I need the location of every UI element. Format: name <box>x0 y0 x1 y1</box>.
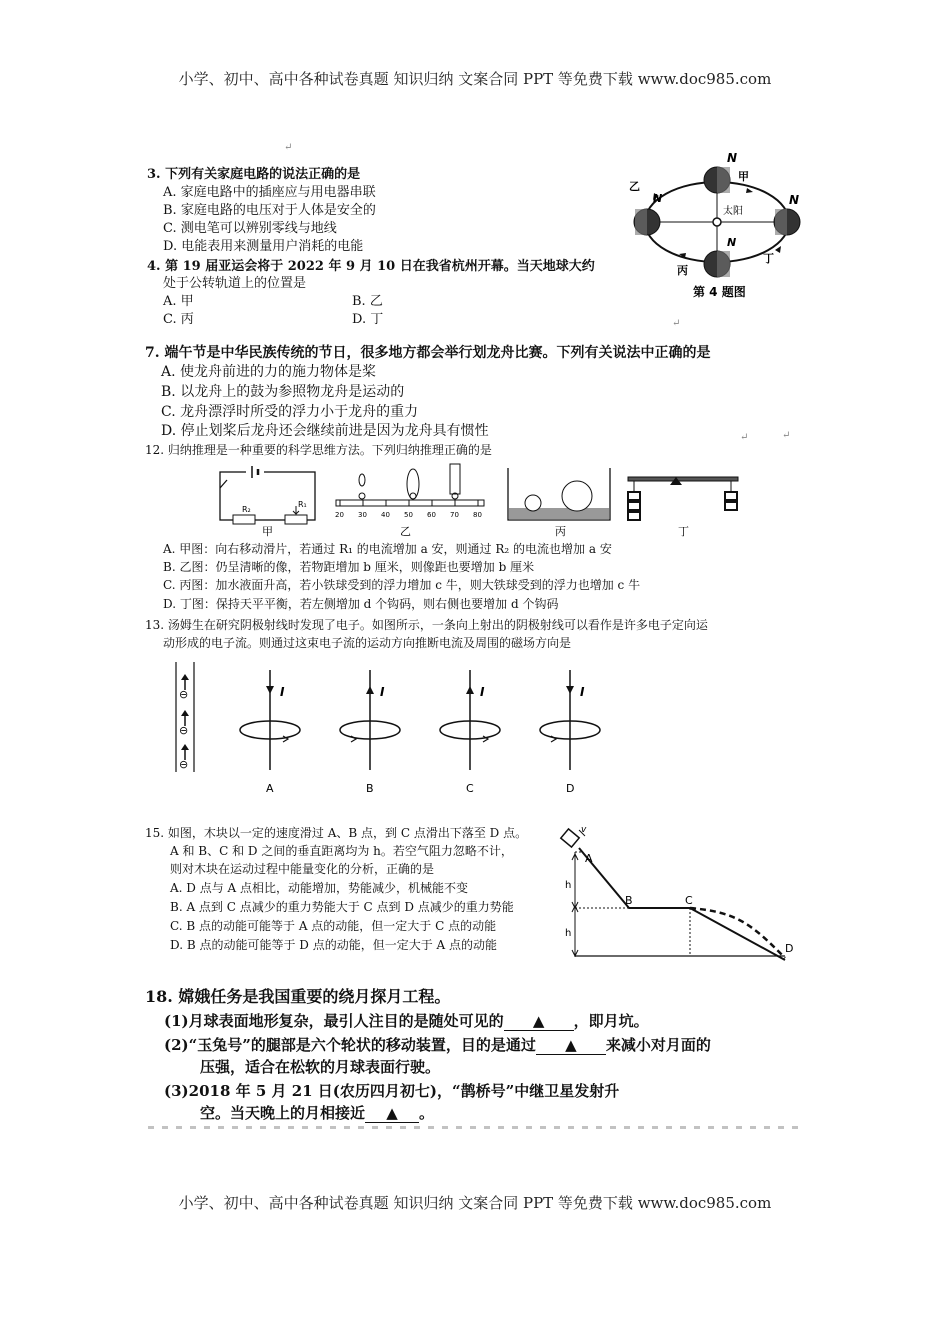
q4-option-b: B. 乙 <box>352 294 383 309</box>
q4-option-d: D. 丁 <box>352 312 384 327</box>
electron-symbol: ⊖ <box>179 688 189 701</box>
r1-label: R₁ <box>298 500 307 509</box>
q18-part2-text: (2)“玉兔号”的腿部是六个轮状的移动装置，目的是通过 <box>164 1036 536 1054</box>
svg-text:B: B <box>366 782 374 795</box>
circuit-figure <box>220 466 315 538</box>
point-a: A <box>585 852 593 865</box>
wire-option-b <box>340 670 400 795</box>
q3-option-c: C. 测电笔可以辨别零线与地线 <box>163 221 337 236</box>
q15-option-b: B. A 点到 C 点减少的重力势能大于 C 点到 D 点减少的重力势能 <box>170 900 514 914</box>
bench-tick-label: 30 <box>358 511 367 519</box>
svg-text:I: I <box>480 685 485 699</box>
q7-option-d: D. 停止划桨后龙舟还会继续前进是因为龙舟具有惯性 <box>161 423 489 439</box>
q4-stem-line2: 处于公转轨道上的位置是 <box>163 276 307 291</box>
q18-part3-text: 空。当天晚上的月相接近 <box>200 1104 366 1122</box>
v-label: v <box>581 825 587 835</box>
bench-tick-label: 60 <box>427 511 436 519</box>
q7-option-a: A. 使龙舟前进的力的施力物体是桨 <box>161 364 377 380</box>
q3-option-d: D. 电能表用来测量用户消耗的电能 <box>163 239 364 254</box>
q12-option-d: D. 丁图：保持天平平衡，若左侧增加 d 个钩码，则右侧也要增加 d 个钩码 <box>163 597 559 611</box>
svg-text:A: A <box>266 782 274 795</box>
figure-caption: 第 4 题图 <box>693 285 746 299</box>
electron-symbol: ⊖ <box>179 724 189 737</box>
q4-stem-line1: 4. 第 19 届亚运会将于 2022 年 9 月 10 日在我省杭州开幕。当天地球大约 <box>147 259 595 274</box>
svg-text:I: I <box>380 685 385 699</box>
svg-text:I: I <box>580 685 585 699</box>
q12-stem: 12. 归纳推理是一种重要的科学思维方法。下列归纳推理正确的是 <box>145 443 492 457</box>
q18-part2-line2: 压强，适合在松软的月球表面行驶。 <box>200 1058 441 1076</box>
q7-stem: 7. 端午节是中华民族传统的节日，很多地方都会举行划龙舟比赛。下列有关说法中正确的是 <box>145 345 711 361</box>
north-label: N <box>653 192 663 205</box>
q13-figure <box>170 660 620 800</box>
return-mark: ↵ <box>740 432 749 443</box>
q4-option-a: A. 甲 <box>163 294 194 309</box>
r2-label: R₂ <box>242 505 251 514</box>
north-label: N <box>727 151 738 165</box>
return-mark: ↵ <box>672 318 681 329</box>
q18-part1 <box>164 1012 649 1031</box>
label-bing: 丙 <box>555 525 566 538</box>
point-b: B <box>625 894 633 907</box>
q15-stem-line3: 则对木块在运动过程中能量变化的分析，正确的是 <box>170 862 435 876</box>
q7-option-c: C. 龙舟漂浮时所受的浮力小于龙舟的重力 <box>161 404 419 420</box>
q18-stem: 18. 嫦娥任务是我国重要的绕月探月工程。 <box>145 987 451 1006</box>
optical-bench-figure <box>335 464 484 538</box>
q18-part1-tail: ，即月坑。 <box>573 1012 649 1030</box>
q13-stem-line2: 动形成的电子流。则通过这束电子流的运动方向推断电流及周围的磁场方向是 <box>163 636 572 650</box>
north-label: N <box>727 236 737 249</box>
q15-stem-line2: A 和 B、C 和 D 之间的垂直距离均为 h。若空气阻力忽略不计， <box>170 844 513 858</box>
label-yi: 乙 <box>400 525 411 538</box>
q18-part3-tail: 。 <box>419 1104 435 1122</box>
beaker-figure <box>508 468 610 538</box>
page-header: 小学、初中、高中各种试卷真题 知识归纳 文案合同 PPT 等免费下载 www.doc985.com <box>178 70 772 88</box>
q15-option-c: C. B 点的动能可能等于 A 点的动能，但一定大于 C 点的动能 <box>170 919 497 933</box>
q3-stem: 3. 下列有关家庭电路的说法正确的是 <box>147 167 361 182</box>
q4-option-c: C. 丙 <box>163 312 194 327</box>
q15-figure <box>555 822 800 967</box>
q18-part2-tail: 来减小对月面的 <box>605 1036 711 1054</box>
q15-option-a: A. D 点与 A 点相比，动能增加，势能减少，机械能不变 <box>170 881 469 895</box>
svg-text:D: D <box>566 782 575 795</box>
page-footer: 小学、初中、高中各种试卷真题 知识归纳 文案合同 PPT 等免费下载 www.doc985.com <box>178 1194 772 1212</box>
wire-option-d <box>540 670 600 795</box>
electron-symbol: ⊖ <box>179 758 189 771</box>
answer-blank-3[interactable]: ▲ <box>365 1104 419 1123</box>
q3-option-b: B. 家庭电路的电压对于人体是安全的 <box>163 203 376 218</box>
svg-text:C: C <box>466 782 474 795</box>
bench-tick-label: 40 <box>381 511 390 519</box>
q18-part2 <box>164 1036 711 1055</box>
bench-tick-label: 20 <box>335 511 344 519</box>
q12-option-b: B. 乙图：仍呈清晰的像，若物距增加 b 厘米，则像距也要增加 b 厘米 <box>163 560 535 574</box>
label-yi: 乙 <box>629 180 640 193</box>
q15-stem-line1: 15. 如图，木块以一定的速度滑过 A、B 点，到 C 点滑出下落至 D 点。 <box>145 826 528 840</box>
q18-part1-text: (1)月球表面地形复杂，最引人注目的是随处可见的 <box>164 1012 504 1030</box>
point-d: D <box>785 942 794 955</box>
return-mark: ↵ <box>284 142 293 153</box>
label-ding: 丁 <box>763 252 774 265</box>
label-jia: 甲 <box>738 170 749 183</box>
wire-option-c <box>440 670 500 795</box>
q18-part3-line2 <box>200 1104 434 1123</box>
h-label: h <box>565 928 572 939</box>
q12-figures <box>210 462 750 537</box>
bench-tick-label: 70 <box>450 511 459 519</box>
answer-blank-2[interactable]: ▲ <box>536 1036 606 1055</box>
balance-figure <box>628 477 738 538</box>
q15-option-d: D. B 点的动能可能等于 D 点的动能，但一定大于 A 点的动能 <box>170 938 498 952</box>
answer-blank-1[interactable]: ▲ <box>504 1012 574 1031</box>
q13-stem-line1: 13. 汤姆生在研究阴极射线时发现了电子。如图所示，一条向上射出的阴极射线可以看作是许多电子定向运 <box>145 618 708 632</box>
sun-label: 太阳 <box>723 206 743 217</box>
q7-option-b: B. 以龙舟上的鼓为参照物龙舟是运动的 <box>161 384 405 400</box>
q12-option-a: A. 甲图：向右移动滑片，若通过 R₁ 的电流增加 a 安，则通过 R₂ 的电流也增加 a 安 <box>163 542 612 556</box>
label-ding: 丁 <box>678 525 689 538</box>
return-mark: ↵ <box>782 430 791 441</box>
north-label: N <box>789 193 800 207</box>
orbit-figure <box>629 150 805 300</box>
q3-option-a: A. 家庭电路中的插座应与用电器串联 <box>163 185 376 200</box>
wire-option-a <box>240 670 300 795</box>
point-c: C <box>685 894 693 907</box>
svg-text:I: I <box>280 685 285 699</box>
h-label: h <box>565 880 572 891</box>
label-bing: 丙 <box>677 264 688 277</box>
sun-dot <box>713 218 721 226</box>
q18-part3: (3)2018 年 5 月 21 日(农历四月初七)，“鹊桥号”中继卫星发射升 <box>164 1082 620 1100</box>
label-jia: 甲 <box>262 525 273 538</box>
bench-tick-label: 50 <box>404 511 413 519</box>
q12-option-c: C. 丙图：加水液面升高，若小铁球受到的浮力增加 c 牛，则大铁球受到的浮力也增加 c 牛 <box>163 578 641 592</box>
cropped-line <box>148 1126 798 1129</box>
bench-tick-label: 80 <box>473 511 482 519</box>
